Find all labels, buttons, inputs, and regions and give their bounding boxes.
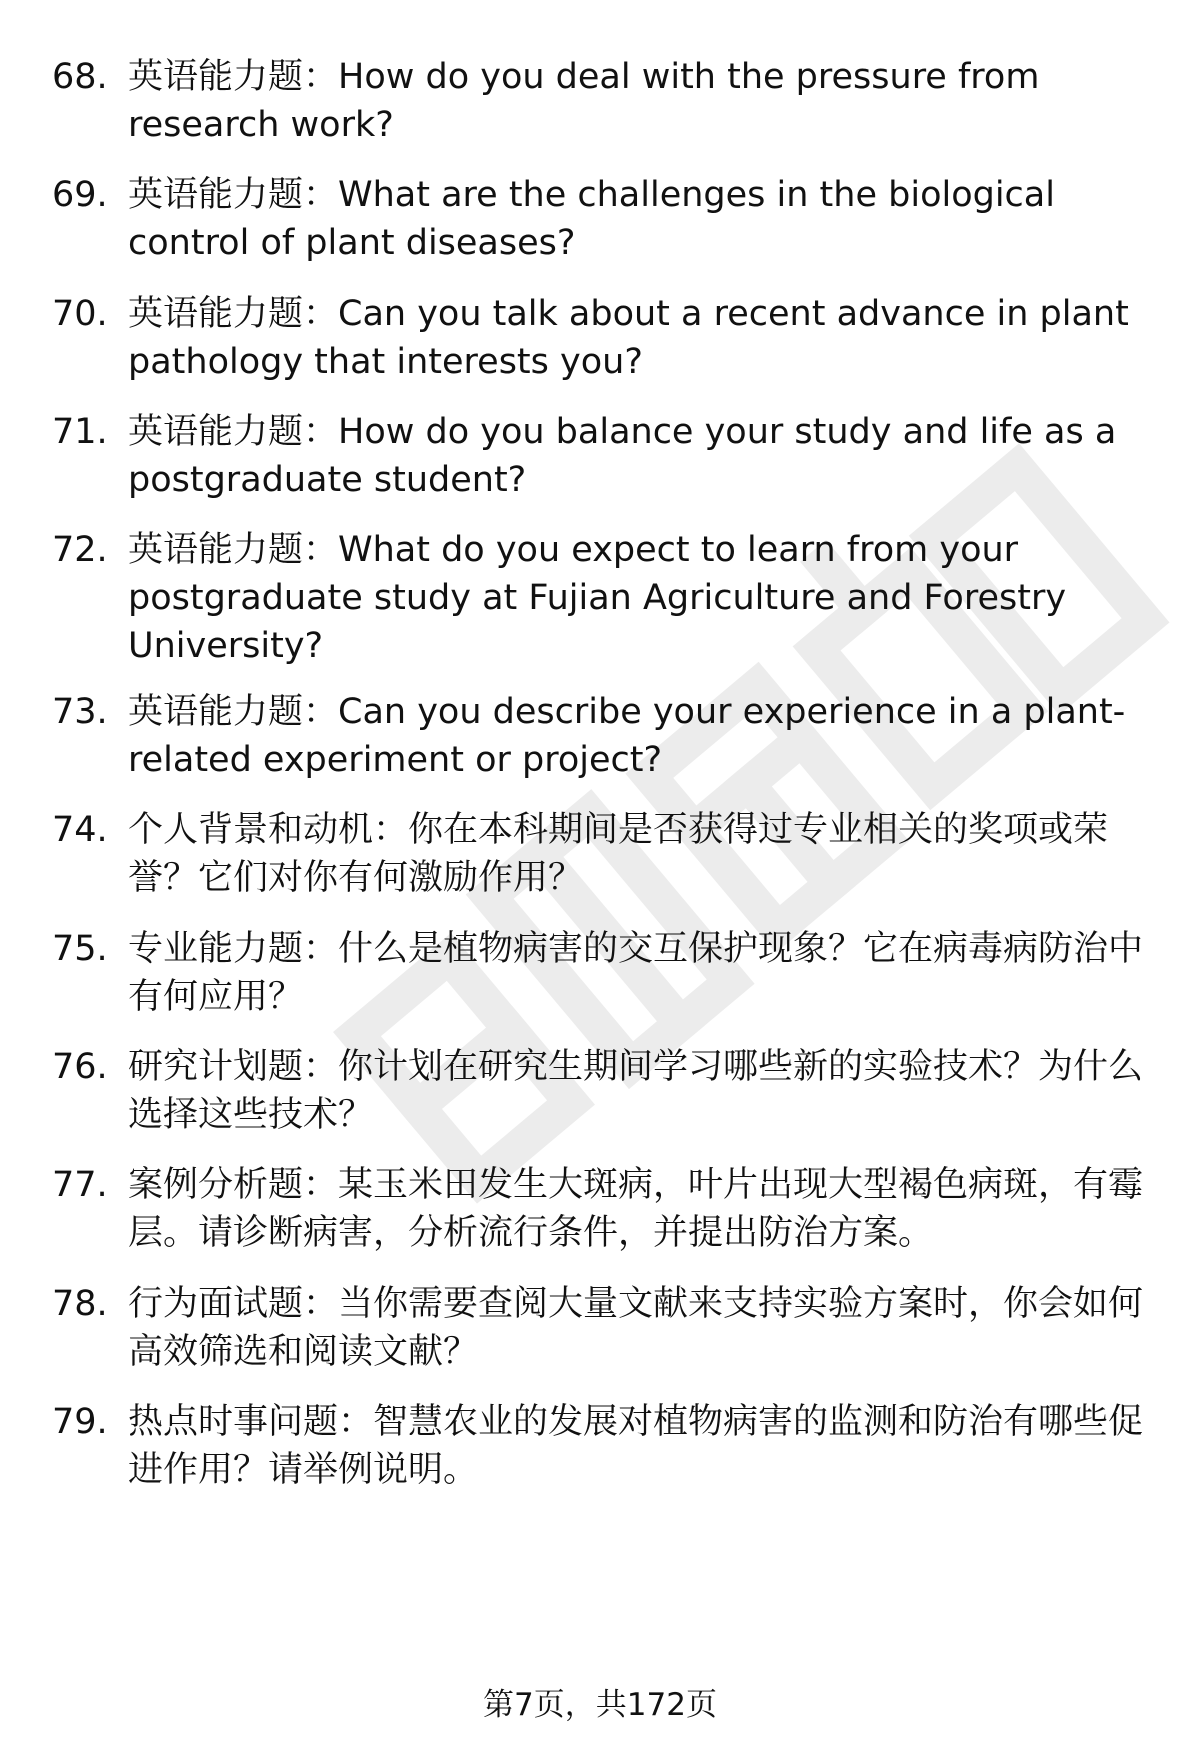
question-number: 73.	[52, 692, 108, 732]
question-text: 专业能力题：什么是植物病害的交互保护现象？它在病毒病防治中有何应用？	[128, 929, 1144, 1017]
question-text: 英语能力题：What are the challenges in the biological control of plant diseases?	[128, 175, 1055, 263]
page-number: 第7页，共172页	[483, 1687, 717, 1723]
question-text: 研究计划题：你计划在研究生期间学习哪些新的实验技术？为什么选择这些技术？	[128, 1047, 1144, 1135]
question-number: 78.	[52, 1284, 108, 1324]
question-text: 案例分析题：某玉米田发生大斑病，叶片出现大型褐色病斑，有霉层。请诊断病害，分析流行条件，并提出防治方案。	[128, 1165, 1144, 1253]
question-text: 英语能力题：How do you deal with the pressure from research work?	[128, 57, 1040, 145]
question-number: 76.	[52, 1047, 108, 1087]
question-number: 75.	[52, 929, 108, 969]
question-text: 个人背景和动机：你在本科期间是否获得过专业相关的奖项或荣誉？它们对你有何激励作用？	[128, 810, 1109, 898]
question-number: 79.	[52, 1402, 108, 1442]
question-text: 英语能力题：Can you describe your experience in a plant-related experiment or project?	[128, 692, 1126, 780]
question-number: 71.	[52, 412, 108, 452]
question-number: 72.	[52, 530, 108, 570]
question-text: 英语能力题：What do you expect to learn from your postgraduate study at Fujian Agriculture and Forestry University?	[128, 530, 1067, 666]
question-text: 英语能力题：How do you balance your study and life as a postgraduate student?	[128, 412, 1117, 500]
question-number: 70.	[52, 294, 108, 334]
question-text: 行为面试题：当你需要查阅大量文献来支持实验方案时，你会如何高效筛选和阅读文献？	[128, 1284, 1144, 1372]
question-text: 热点时事问题：智慧农业的发展对植物病害的监测和防治有哪些促进作用？请举例说明。	[128, 1402, 1144, 1490]
question-number: 68.	[52, 57, 108, 97]
question-text: 英语能力题：Can you talk about a recent advance in plant pathology that interests you?	[128, 294, 1129, 382]
question-number: 69.	[52, 175, 108, 215]
question-number: 74.	[52, 810, 108, 850]
question-number: 77.	[52, 1165, 108, 1205]
